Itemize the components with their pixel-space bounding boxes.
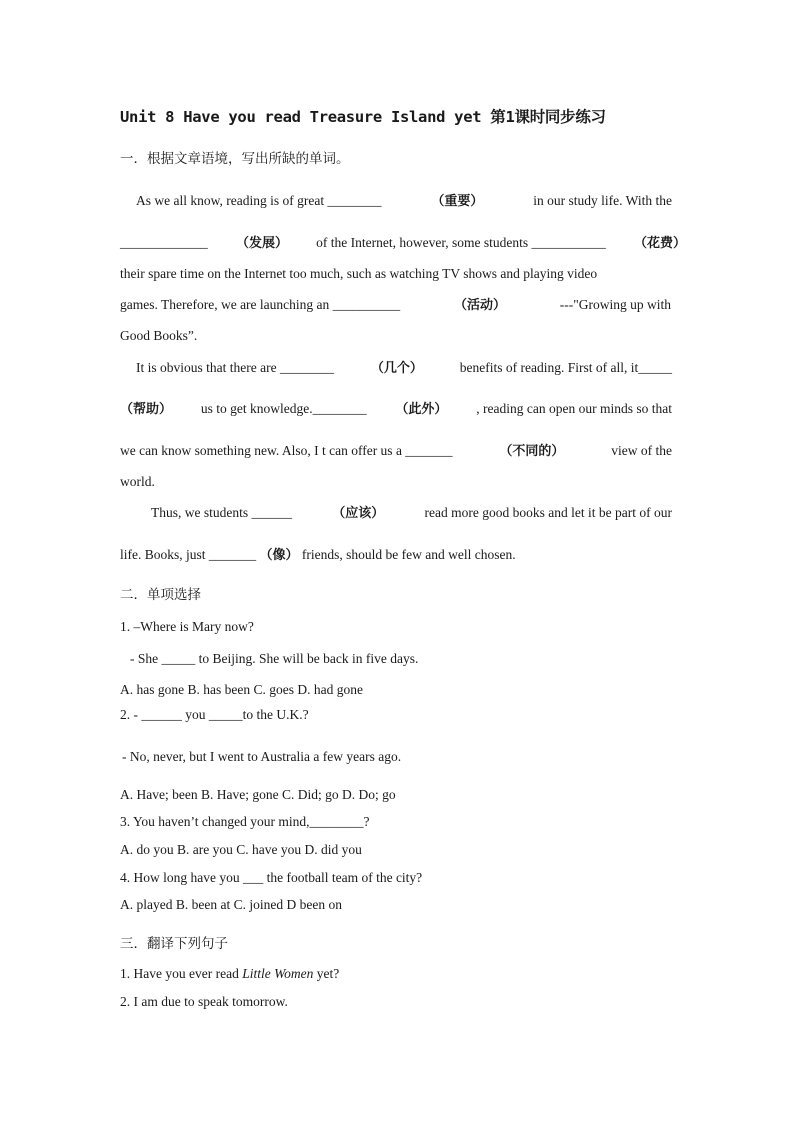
text-segment: , reading can open our minds so that bbox=[476, 401, 672, 416]
passage-line-11 bbox=[120, 546, 516, 565]
q4-options: A. played B. been at C. joined D been on bbox=[120, 897, 342, 912]
passage-line-6 bbox=[136, 359, 672, 378]
passage-line-8 bbox=[120, 442, 672, 461]
text-segment: read more good books and let it be part of our bbox=[424, 505, 672, 520]
text-segment: their spare time on the Internet too much, such as watching TV shows and playing video bbox=[120, 266, 598, 281]
chinese-hint: （重要） bbox=[431, 194, 484, 209]
chinese-hint: （活动） bbox=[453, 298, 506, 313]
text-segment: Good Books”. bbox=[120, 328, 198, 343]
text-segment: 1. Have you ever read bbox=[120, 966, 243, 981]
q2-stem: 2. - ______ you _____to the U.K.? bbox=[120, 707, 309, 722]
text-segment: life. Books, just _______ bbox=[120, 547, 260, 562]
chinese-hint: （不同的） bbox=[499, 444, 565, 459]
translate-sentence-2: 2. I am due to speak tomorrow. bbox=[120, 994, 288, 1009]
text-segment: yet? bbox=[313, 966, 340, 981]
q1-stem: 1. –Where is Mary now? bbox=[120, 619, 254, 634]
chinese-hint: （此外） bbox=[395, 402, 448, 417]
page-title: Unit 8 Have you read Treasure Island yet 第1课时同步练习 bbox=[120, 108, 606, 126]
q1-reply: - She _____ to Beijing. She will be back in five days. bbox=[130, 651, 419, 666]
text-segment: _____________ bbox=[120, 235, 208, 250]
part3-heading: 三．翻译下列句子 bbox=[120, 936, 228, 952]
chinese-hint: （应该） bbox=[332, 506, 385, 521]
book-title: Little Women bbox=[242, 966, 314, 981]
q4-stem: 4. How long have you ___ the football team of the city? bbox=[120, 870, 423, 885]
text-segment: It is obvious that there are ________ bbox=[136, 360, 334, 375]
q3-options: A. do you B. are you C. have you D. did you bbox=[120, 842, 362, 857]
passage-line-3 bbox=[120, 265, 597, 283]
text-segment: ---"Growing up with bbox=[559, 297, 671, 312]
text-segment: friends, should be few and well chosen. bbox=[298, 547, 516, 562]
q2-options: A. Have; been B. Have; gone C. Did; go D. Do; go bbox=[120, 787, 396, 802]
text-segment: As we all know, reading is of great ________ bbox=[136, 193, 382, 208]
passage-line-2 bbox=[120, 234, 686, 253]
chinese-hint: （花费） bbox=[633, 236, 686, 251]
text-segment: of the Internet, however, some students ___________ bbox=[316, 235, 606, 250]
chinese-hint: （几个） bbox=[370, 361, 423, 376]
passage-line-4 bbox=[120, 296, 671, 315]
q1-options: A. has gone B. has been C. goes D. had gone bbox=[120, 682, 363, 697]
chinese-hint: （发展） bbox=[235, 236, 288, 251]
part1-heading: 一．根据文章语境，写出所缺的单词。 bbox=[120, 151, 350, 167]
text-segment: we can know something new. Also, I t can offer us a _______ bbox=[120, 443, 453, 458]
chinese-hint: （帮助） bbox=[120, 402, 173, 417]
text-segment: view of the bbox=[611, 443, 672, 458]
chinese-hint: （像） bbox=[259, 548, 299, 563]
q3-stem: 3. You haven’t changed your mind,________? bbox=[120, 814, 370, 829]
passage-line-5 bbox=[120, 327, 197, 345]
text-segment: games. Therefore, we are launching an __________ bbox=[120, 297, 401, 312]
text-segment: us to get knowledge.________ bbox=[200, 401, 367, 416]
passage-line-1 bbox=[136, 192, 672, 211]
passage-line-7 bbox=[120, 400, 672, 419]
q2-reply: - No, never, but I went to Australia a few years ago. bbox=[122, 749, 402, 764]
passage-line-9 bbox=[120, 473, 155, 491]
text-segment: in our study life. With the bbox=[533, 193, 672, 208]
text-segment: Thus, we students ______ bbox=[151, 505, 292, 520]
text-segment: benefits of reading. First of all, it_____ bbox=[459, 360, 672, 375]
passage-line-10 bbox=[151, 504, 672, 523]
part2-heading: 二．单项选择 bbox=[120, 587, 201, 603]
text-segment: world. bbox=[120, 474, 155, 489]
translate-sentence-1 bbox=[120, 965, 339, 983]
